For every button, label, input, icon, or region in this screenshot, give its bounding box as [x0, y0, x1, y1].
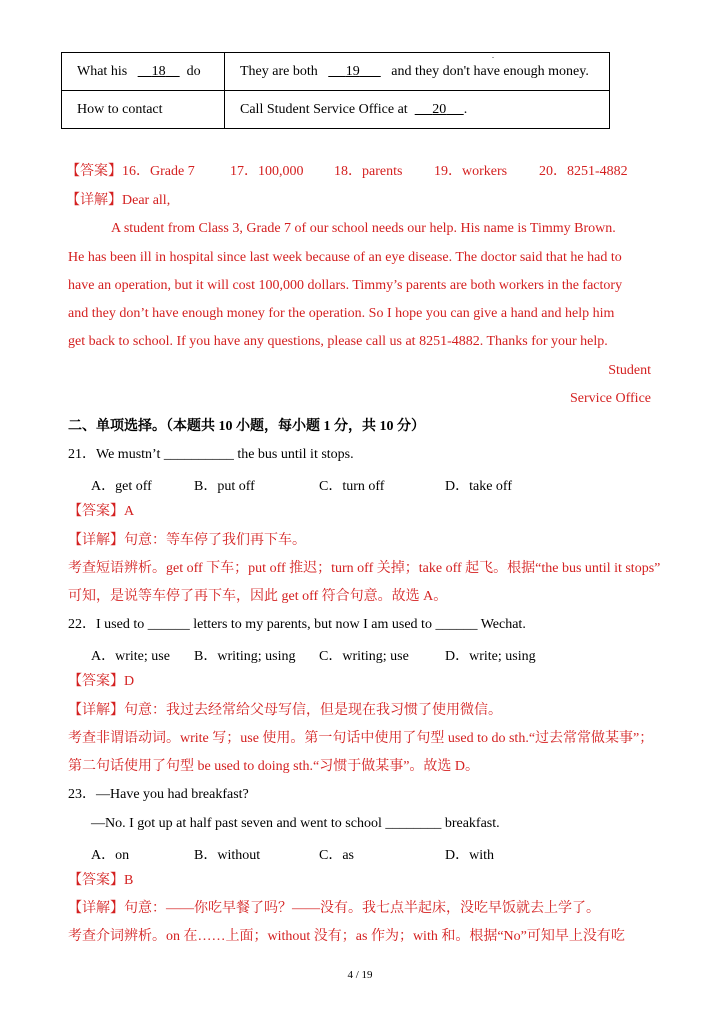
- answer-item: 16．Grade 7: [122, 164, 195, 179]
- detail-line: 考查短语辨析。get off 下车；put off 推迟；turn off 关掉；take off 起飞。根据“the bus until it stops”: [68, 561, 661, 576]
- option-a: A．get off: [91, 479, 152, 494]
- letter-line: have an operation, but it will cost 100,000 dollars. Timmy’s parents are both workers in the factory: [68, 278, 623, 293]
- table-cell-label: How to contact: [62, 91, 225, 129]
- stray-mark: .: [492, 51, 494, 60]
- answer-value: D: [124, 674, 135, 689]
- option-c: C．writing; use: [319, 649, 409, 664]
- letter-line: and they don’t have enough money for the operation. So I hope you can give a hand and help him: [68, 306, 615, 321]
- answer-line: [68, 503, 134, 521]
- detail-tag: 【详解】: [68, 901, 124, 916]
- detail-line: 考查介词辨析。on 在……上面；without 没有；as 作为；with 和。根据“No”可知早上没有吃: [68, 929, 625, 944]
- blank-18: 18: [151, 63, 166, 79]
- answer-block-16-20: [66, 163, 666, 181]
- table-row: [62, 91, 610, 129]
- letter-signature: Student: [608, 363, 651, 378]
- option-b: B．put off: [194, 479, 255, 494]
- table-cell-label: What his 18 do: [62, 53, 225, 91]
- answer-item: 17．100,000: [230, 164, 304, 179]
- option-a: A．on: [91, 848, 130, 863]
- info-table: [61, 52, 610, 129]
- letter-line: He has been ill in hospital since last week because of an eye disease. The doctor said that he had to: [68, 250, 622, 265]
- detail-tag: 【详解】: [66, 193, 122, 208]
- answer-tag: 【答案】: [68, 674, 124, 689]
- answer-tag: 【答案】: [68, 873, 124, 888]
- option-c: C．as: [319, 848, 354, 863]
- detail-line: 【详解】句意：等车停了我们再下车。: [68, 533, 306, 548]
- detail-line: 可知，是说等车停了再下车，因此 get off 符合句意。故选 A。: [68, 589, 448, 604]
- page-number: 4 / 19: [347, 969, 373, 981]
- option-d: D．with: [445, 848, 494, 863]
- letter-signature: Service Office: [570, 391, 651, 406]
- detail-line: 第二句话使用了句型 be used to doing sth.“习惯于做某事”。故选 D。: [68, 759, 480, 774]
- detail-line: 【详解】句意：我过去经常给父母写信，但是现在我习惯了使用微信。: [68, 703, 502, 718]
- option-d: D．write; using: [445, 649, 536, 664]
- answer-value: A: [124, 504, 135, 519]
- detail-tag: 【详解】: [68, 703, 124, 718]
- question-stem: —No. I got up at half past seven and went to school ________ breakfast.: [91, 816, 500, 831]
- letter-line: get back to school. If you have any questions, please call us at 8251-4882. Thanks for your help.: [68, 334, 608, 349]
- answer-value: B: [124, 873, 134, 888]
- answer-tag: 【答案】: [68, 504, 124, 519]
- option-a: A．write; use: [91, 649, 170, 664]
- answer-tag: 【答案】: [66, 164, 122, 179]
- question-stem: 21．We mustn’t __________ the bus until it stops.: [68, 447, 354, 462]
- question-stem: 23．—Have you had breakfast?: [68, 787, 249, 802]
- option-c: C．turn off: [319, 479, 385, 494]
- blank-20: 20: [432, 101, 447, 117]
- letter-greeting: Dear all,: [122, 193, 171, 208]
- answer-item: 18．parents: [334, 164, 403, 179]
- detail-line: 【详解】句意：——你吃早餐了吗？——没有。我七点半起床，没吃早饭就去上学了。: [68, 901, 600, 916]
- option-d: D．take off: [445, 479, 512, 494]
- answer-item: 19．workers: [434, 164, 508, 179]
- blank-19: 19: [345, 63, 360, 79]
- option-b: B．without: [194, 848, 261, 863]
- detail-heading: [66, 192, 170, 210]
- answer-line: [68, 673, 134, 691]
- detail-line: 考查非谓语动词。write 写；use 使用。第一句话中使用了句型 used to do sth.“过去常常做某事”；: [68, 731, 654, 746]
- question-stem: 22．I used to ______ letters to my parents, but now I am used to ______ Wechat.: [68, 617, 526, 632]
- table-cell-value: They are both 19 and they don't have enough money.: [225, 53, 610, 91]
- detail-tag: 【详解】: [68, 533, 124, 548]
- answer-line: [68, 872, 133, 890]
- answer-item: 20．8251-4882: [539, 164, 628, 179]
- letter-line: A student from Class 3, Grade 7 of our school needs our help. His name is Timmy Brown.: [111, 221, 616, 236]
- table-row: [62, 53, 610, 91]
- option-b: B．writing; using: [194, 649, 296, 664]
- table-cell-value: Call Student Service Office at 20 .: [225, 91, 610, 129]
- section-title: 二、单项选择。（本题共 10 小题，每小题 1 分，共 10 分）: [68, 419, 425, 434]
